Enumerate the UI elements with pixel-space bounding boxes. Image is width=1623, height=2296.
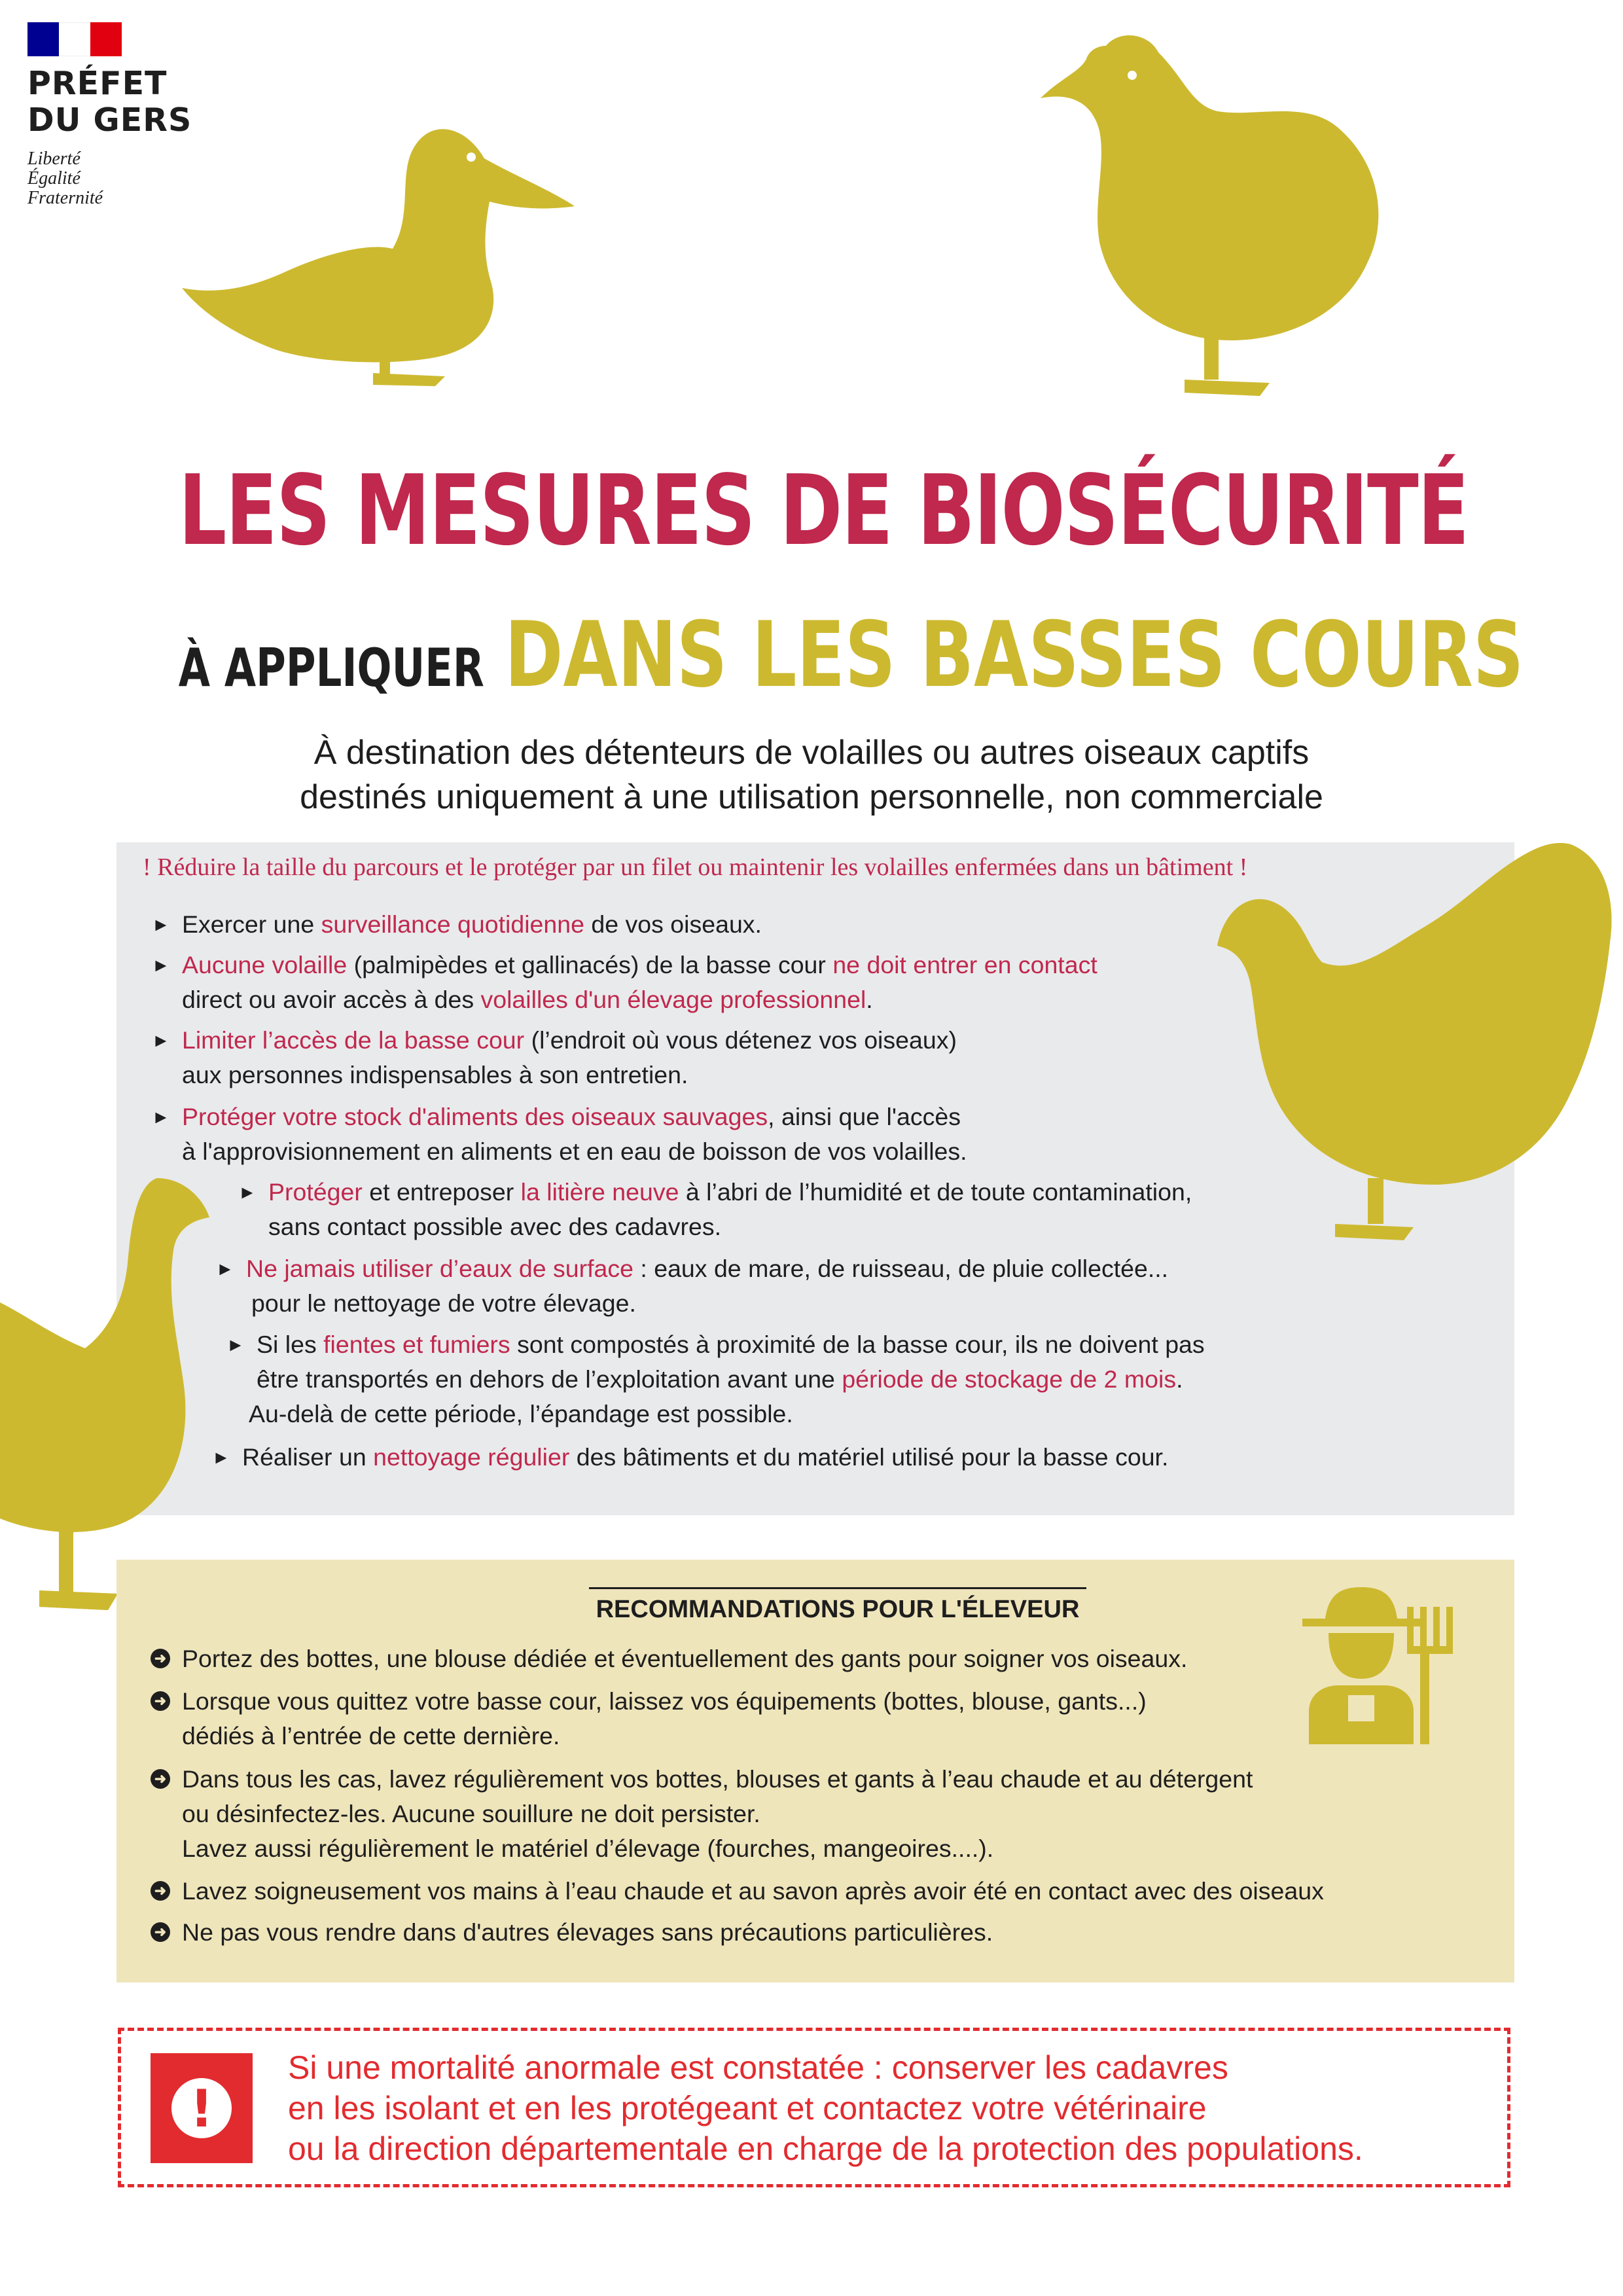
warning-banner: ! Réduire la taille du parcours et le protéger par un filet ou maintenir les volailles enfermées dans un bâtiment ! xyxy=(143,853,1248,881)
triangle-bullet-icon: ► xyxy=(226,1335,245,1355)
triangle-bullet-icon: ► xyxy=(212,1447,230,1467)
arrow-circle-icon: ➜ xyxy=(151,1769,170,1789)
subtitle-highlight: DANS LES BASSES COURS xyxy=(505,602,1524,708)
list-item: ► Si les fientes et fumiers sont compostés à proximité de la basse cour, ils ne doivent pas être transportés en dehors de l’exploitation avant une période de stockage de 2 mois. Au-delà de cette période, l’épandage est possible. xyxy=(257,1327,1205,1431)
page-subtitle xyxy=(178,602,1524,708)
arrow-circle-icon: ➜ xyxy=(151,1691,170,1711)
recommendation-item: ➜ Portez des bottes, une blouse dédiée et éventuellement des gants pour soigner vos oiseaux. xyxy=(182,1641,1187,1676)
flag-red xyxy=(90,22,122,56)
prefecture-name: PRÉFET DU GERS xyxy=(27,65,192,139)
farmer-icon xyxy=(1289,1581,1492,1744)
triangle-bullet-icon: ► xyxy=(152,1030,170,1050)
recommendations-title: RECOMMANDATIONS POUR L'ÉLEVEUR xyxy=(589,1587,1086,1626)
page-title: LES MESURES DE BIOSÉCURITÉ xyxy=(178,454,1469,567)
subtitle-prefix: À APPLIQUER xyxy=(178,637,484,698)
arrow-circle-icon: ➜ xyxy=(151,1881,170,1901)
recommendation-item: ➜ Dans tous les cas, lavez régulièrement vos bottes, blouses et gants à l’eau chaude et au détergent ou désinfectez-les. Aucune souillure ne doit persister. Lavez aussi régulièrement le matériel d’élevage (fourches, mangeoires....). xyxy=(182,1762,1253,1866)
turkey-icon-overlay xyxy=(1204,831,1623,1263)
svg-text:!: ! xyxy=(190,2080,213,2139)
arrow-circle-icon: ➜ xyxy=(151,1649,170,1668)
intro-text: À destination des détenteurs de volailles ou autres oiseaux captifs destinés uniquement à une utilisation personnelle, non commerciale xyxy=(300,734,1323,816)
hen-icon xyxy=(1034,26,1400,406)
flag-white xyxy=(59,22,90,56)
triangle-bullet-icon: ► xyxy=(216,1259,234,1279)
triangle-bullet-icon: ► xyxy=(152,955,170,975)
exclamation-icon xyxy=(151,2053,253,2163)
list-item: ► Limiter l’accès de la basse cour (l’endroit où vous détenez vos oiseaux) aux personnes indispensables à son entretien. xyxy=(182,1023,957,1092)
list-item: ► Réaliser un nettoyage régulier des bâtiments et du matériel utilisé pour la basse cour. xyxy=(242,1440,1168,1475)
guinea-fowl-icon-overlay xyxy=(0,1165,223,1617)
republic-motto: Liberté Égalité Fraternité xyxy=(27,149,103,208)
marianne-flag-logo xyxy=(27,22,122,56)
recommendation-item: ➜ Lavez soigneusement vos mains à l’eau chaude et au savon après avoir été en contact avec des oiseaux xyxy=(182,1874,1324,1909)
flag-blue xyxy=(27,22,59,56)
recommendation-item: ➜ Lorsque vous quittez votre basse cour, laissez vos équipements (bottes, blouse, gants...) dédiés à l’entrée de cette dernière. xyxy=(182,1684,1147,1753)
alert-text: Si une mortalité anormale est constatée : conserver les cadavres en les isolant et en les protégeant et contactez votre vétérinaire ou la direction départementale en charge de la protection des populations. xyxy=(288,2049,1363,2167)
exclamation-circle-icon xyxy=(151,2053,253,2163)
list-item: ► Protéger votre stock d'aliments des oiseaux sauvages, ainsi que l'accès à l'approvisionnement en aliments et en eau de boisson de vos volailles. xyxy=(182,1100,967,1169)
list-item: ► Aucune volaille (palmipèdes et gallinacés) de la basse cour ne doit entrer en contact direct ou avoir accès à des volailles d'un élevage professionnel. xyxy=(182,948,1097,1017)
triangle-bullet-icon: ► xyxy=(152,1107,170,1127)
triangle-bullet-icon: ► xyxy=(238,1182,257,1202)
arrow-circle-icon: ➜ xyxy=(151,1922,170,1942)
recommendation-item: ➜ Ne pas vous rendre dans d'autres élevages sans précautions particulières. xyxy=(182,1915,993,1950)
triangle-bullet-icon: ► xyxy=(152,914,170,935)
list-item: ► Protéger et entreposer la litière neuve à l’abri de l’humidité et de toute contamination, sans contact possible avec des cadavres. xyxy=(268,1175,1192,1244)
list-item: ► Ne jamais utiliser d’eaux de surface : eaux de mare, de ruisseau, de pluie collectée... pour le nettoyage de votre élevage. xyxy=(246,1251,1168,1321)
duck-icon xyxy=(177,98,589,386)
list-item: ► Exercer une surveillance quotidienne de vos oiseaux. xyxy=(182,907,762,942)
